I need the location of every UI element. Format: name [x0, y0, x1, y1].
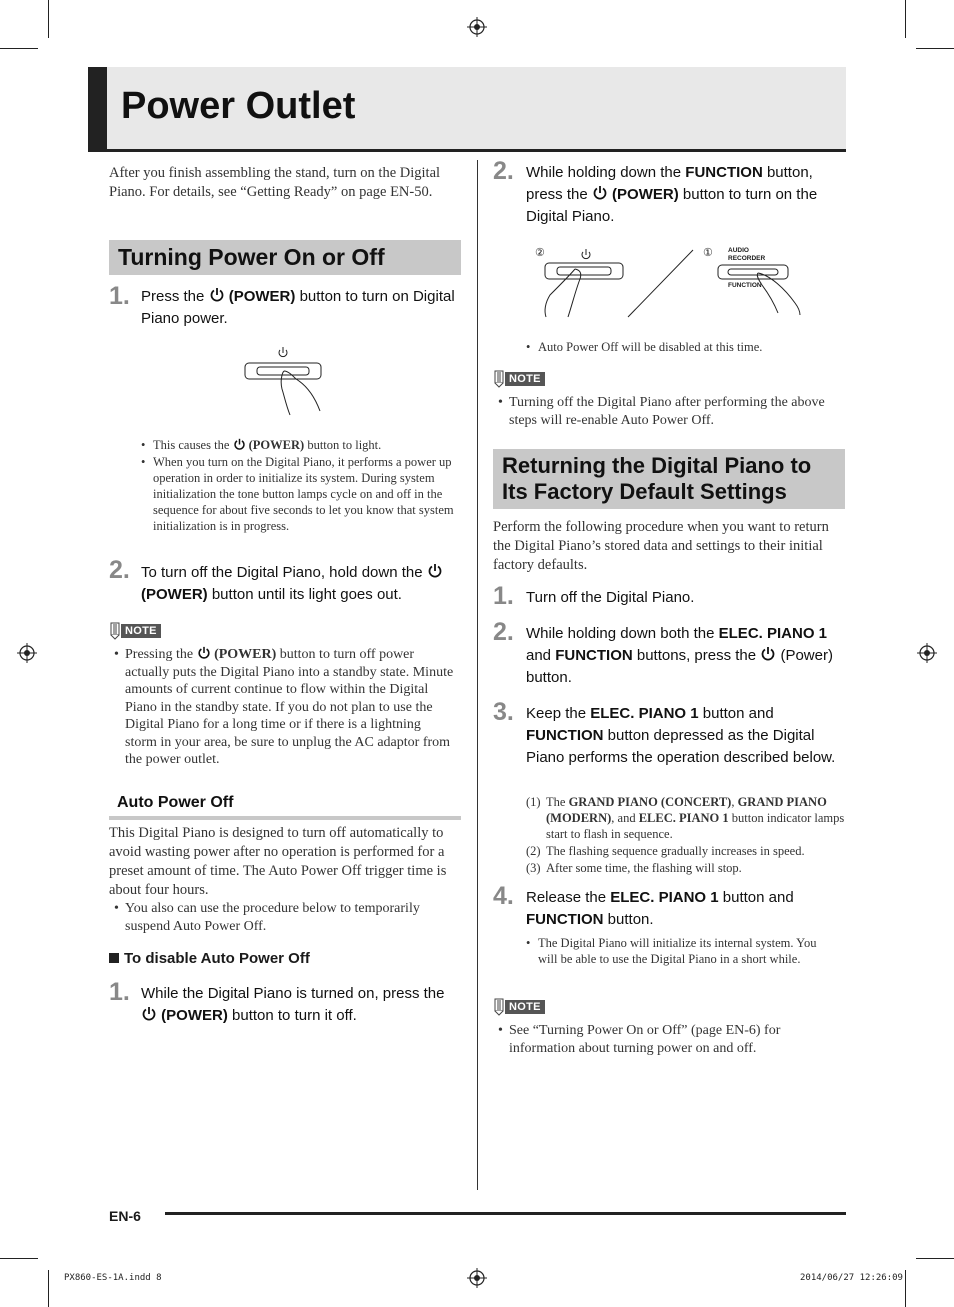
subheading-rule: [109, 816, 461, 820]
function-label: FUNCTION: [728, 282, 762, 289]
pencil-icon: [109, 622, 121, 640]
function-power-diagram: [530, 245, 810, 325]
registration-mark-icon: [467, 1268, 487, 1288]
title-band: [88, 67, 846, 152]
step-number: 2.: [493, 157, 514, 185]
title-accent-bar: [88, 67, 107, 149]
crop-mark: [48, 1270, 49, 1307]
step-number: 4.: [493, 882, 514, 910]
power-icon: [197, 646, 211, 660]
section-heading-factory-reset: Returning the Digital Piano to Its Factory Default Settings: [493, 449, 845, 509]
note-text: • See “Turning Power On or Off” (page EN-6) for information about turning power on and off.: [498, 1023, 781, 1056]
page-title: Power Outlet: [121, 85, 356, 127]
power-icon: [141, 1006, 157, 1022]
factory-reset-intro: Perform the following procedure when you want to return the Digital Piano’s stored data and settings to their initial factory defaults.: [493, 519, 829, 573]
note-text: • Pressing the (POWER) button to turn off power actually puts the Digital Piano into a standby state. Minute amounts of current continue to flow within the Digital Piano in the standby state. If you do not plan to use the Digital Piano for a long time or if there is a lightning storm in your area, be sure to unplug the AC adaptor from the power outlet.: [114, 647, 454, 767]
bullet-item: • When you turn on the Digital Piano, it performs a power up operation in order to initialize its system. During system initialization the tone button lamps cycle on and off in the sequence for about five seconds to let you know that system initialization is in progress.: [141, 455, 454, 533]
registration-mark-icon: [467, 17, 487, 37]
disable-step-2-text: While holding down the FUNCTION button, press the (POWER) button to turn on the Digital Piano.: [526, 164, 818, 225]
step-number: 2.: [109, 556, 130, 584]
subheading-auto-power-off: Auto Power Off: [117, 794, 234, 811]
crop-mark: [0, 1258, 38, 1259]
crop-mark: [0, 48, 38, 49]
step-1-text: Press the (POWER) button to turn on Digital Piano power.: [141, 288, 455, 327]
power-icon: [592, 185, 608, 201]
power-icon: [760, 646, 776, 662]
note-label: NOTE: [121, 624, 161, 638]
reset-step-2-text: While holding down both the ELEC. PIANO 1 and FUNCTION buttons, press the (Power) button.: [526, 625, 833, 686]
bullet-item: • The Digital Piano will initialize its internal system. You will be able to use the Digital Piano in a short while.: [526, 936, 817, 966]
note-text: • Turning off the Digital Piano after performing the above steps will re-enable Auto Power Off.: [498, 395, 825, 428]
step-number: 1.: [109, 282, 130, 310]
note-badge: [493, 998, 545, 1021]
bullet-item: • You also can use the procedure below to temporarily suspend Auto Power Off.: [114, 901, 420, 934]
sub-step: (1) The GRAND PIANO (CONCERT), GRAND PIANO (MODERN), and ELEC. PIANO 1 button indicator lamps start to flash in sequence.: [526, 795, 845, 841]
power-button-diagram: [240, 345, 330, 417]
power-icon: [209, 287, 225, 303]
auto-power-off-body: This Digital Piano is designed to turn off automatically to avoid wasting power after no operation is performed for a preset amount of time. The Auto Power Off trigger time is about four hours.: [109, 825, 447, 898]
column-divider: [477, 160, 478, 1190]
crop-mark: [916, 1258, 954, 1259]
crop-mark: [905, 0, 906, 38]
callout-1: ①: [703, 247, 713, 259]
bullet-item: • Auto Power Off will be disabled at this time.: [526, 340, 763, 354]
step-number: 2.: [493, 618, 514, 646]
sub-step: (2) The flashing sequence gradually increases in speed.: [526, 844, 805, 858]
audio-recorder-label: AUDIO RECORDER: [728, 247, 766, 262]
section-heading-power: Turning Power On or Off: [109, 240, 461, 275]
slug-date: 2014/06/27 12:26:09: [800, 1273, 903, 1283]
pencil-icon: [493, 370, 505, 388]
reset-step-3-text: Keep the ELEC. PIANO 1 button and FUNCTION button depressed as the Digital Piano performs the operation described below.: [526, 705, 836, 766]
crop-mark: [48, 0, 49, 38]
note-label: NOTE: [505, 1000, 545, 1014]
page-number: EN-6: [109, 1208, 141, 1224]
pencil-icon: [493, 998, 505, 1016]
callout-2: ②: [535, 247, 545, 259]
registration-mark-icon: [917, 643, 937, 663]
registration-mark-icon: [17, 643, 37, 663]
step-number: 3.: [493, 698, 514, 726]
reset-step-1-text: Turn off the Digital Piano.: [526, 589, 695, 606]
slug-file: PX860-ES-1A.indd 8: [64, 1273, 162, 1283]
note-label: NOTE: [505, 372, 545, 386]
power-icon: [233, 438, 246, 451]
power-icon: [427, 563, 443, 579]
disable-step-1-text: While the Digital Piano is turned on, press the (POWER) button to turn it off.: [141, 985, 445, 1024]
step-number: 1.: [109, 978, 130, 1006]
step-number: 1.: [493, 582, 514, 610]
square-bullet-icon: [109, 953, 119, 963]
sub-step: (3) After some time, the flashing will stop.: [526, 861, 742, 875]
footer-rule: [165, 1212, 846, 1215]
intro-paragraph: After you finish assembling the stand, turn on the Digital Piano. For details, see “Getting Ready” on page EN-50.: [109, 165, 441, 200]
crop-mark: [916, 48, 954, 49]
crop-mark: [905, 1270, 906, 1307]
procedure-heading: To disable Auto Power Off: [109, 950, 310, 968]
bullet-item: • This causes the (POWER) button to light.: [141, 438, 382, 452]
step-2-text: To turn off the Digital Piano, hold down the (POWER) button until its light goes out.: [141, 562, 461, 606]
note-badge: [109, 622, 161, 645]
note-badge: [493, 370, 545, 393]
reset-step-4-text: Release the ELEC. PIANO 1 button and FUNCTION button.: [526, 889, 794, 928]
